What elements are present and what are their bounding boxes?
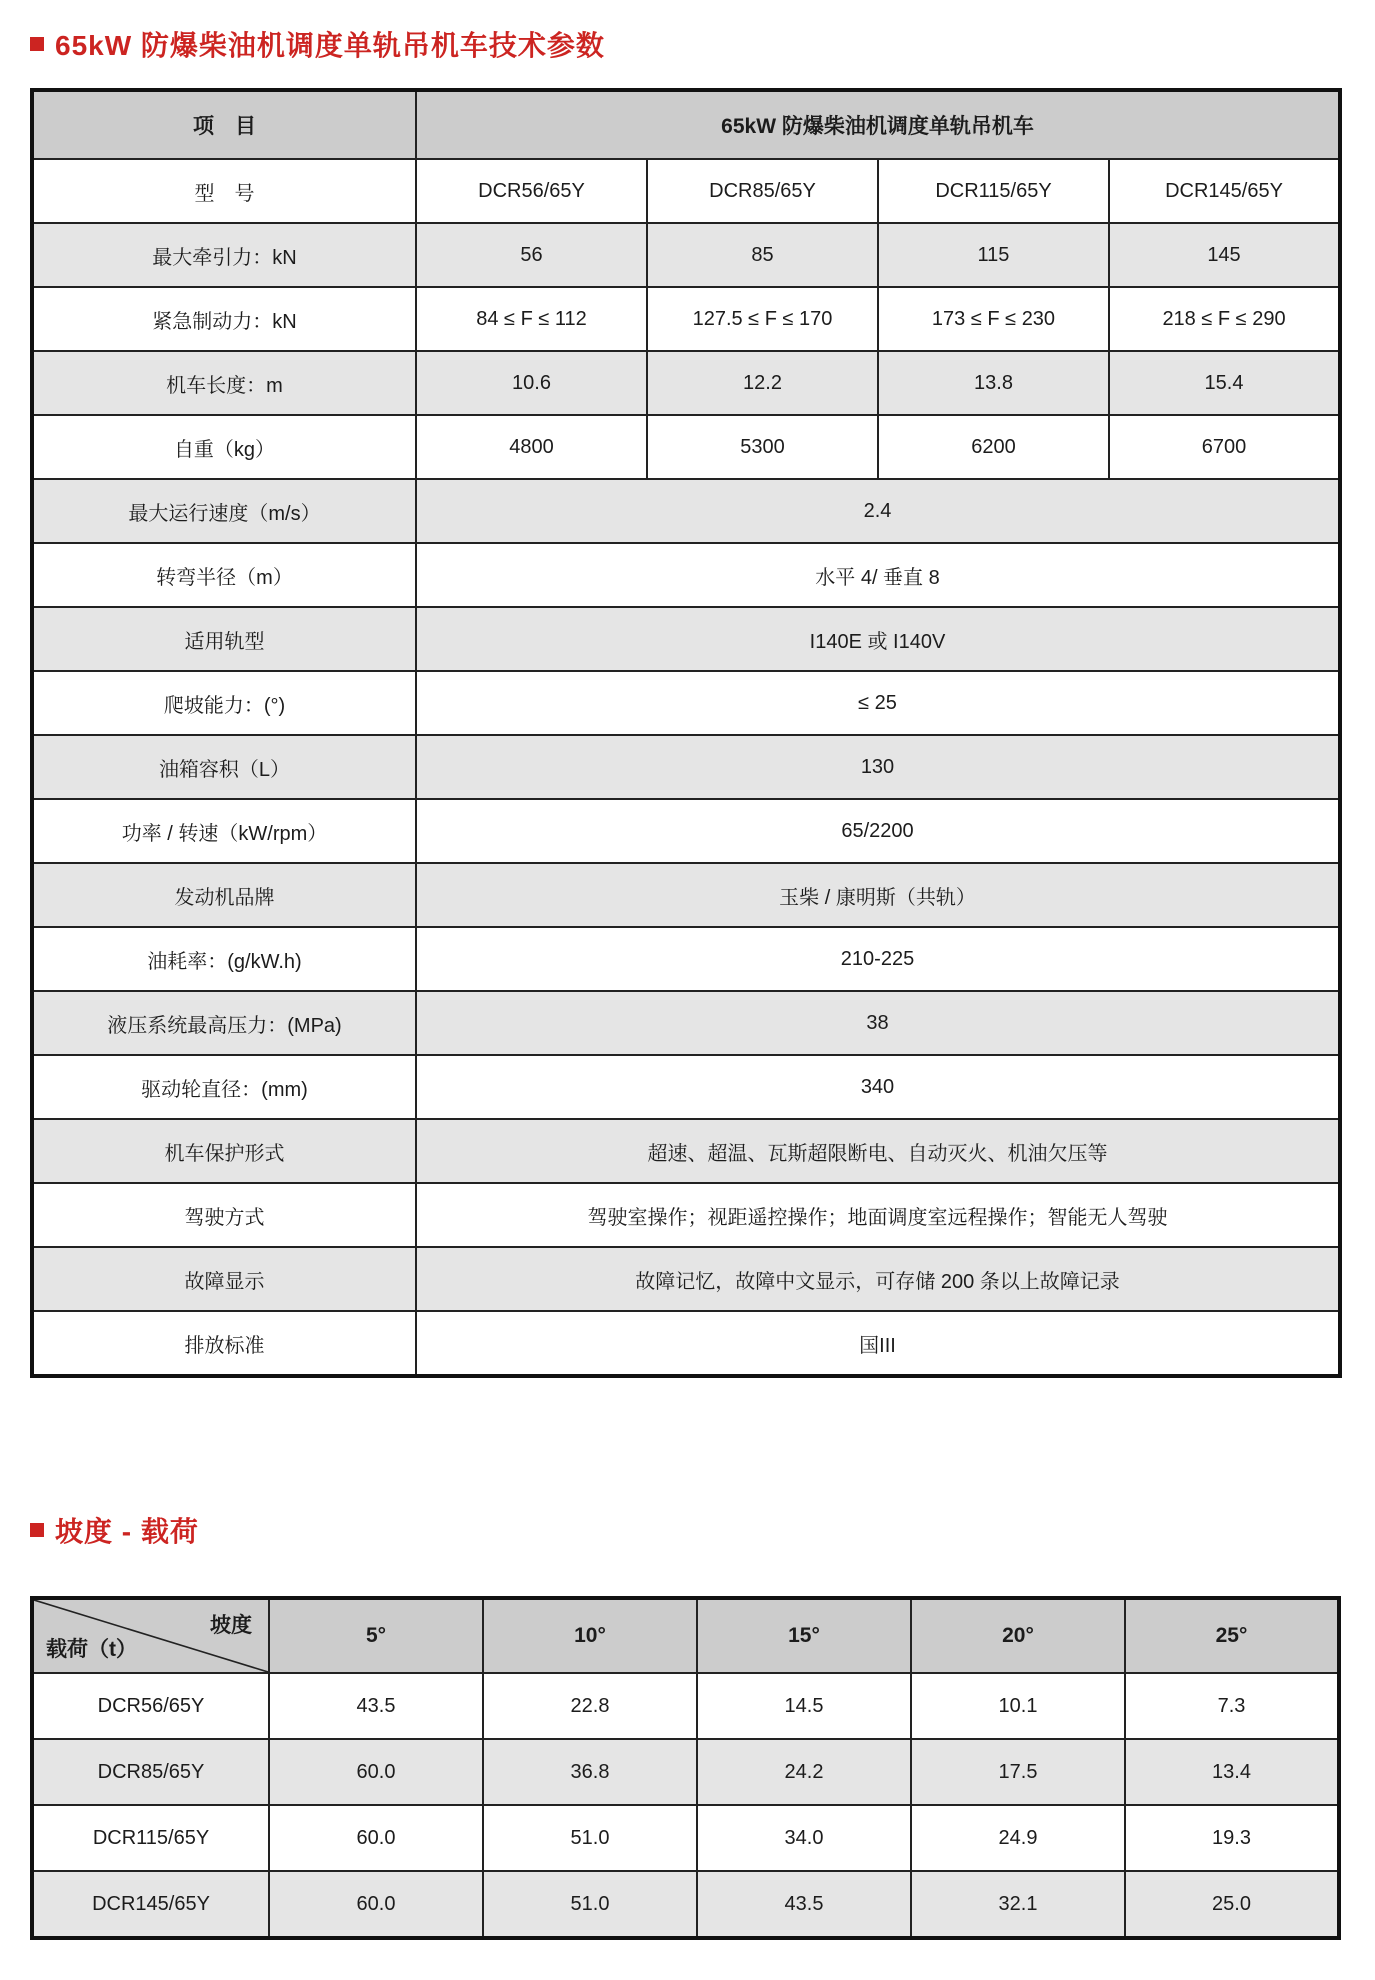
cell-value: 14.5 <box>697 1673 911 1739</box>
load-header-row <box>32 1598 1339 1673</box>
load-row-dcr145 <box>32 1871 1339 1938</box>
load-section-title <box>30 1510 1345 1550</box>
load-corner-cell <box>32 1598 269 1673</box>
spec-row-driving-mode <box>32 1183 1340 1247</box>
load-col-header: 20° <box>911 1598 1125 1673</box>
load-col-header: 15° <box>697 1598 911 1673</box>
spec-section-title-text: 65kW 防爆柴油机调度单轨吊机车技术参数 <box>55 30 605 61</box>
red-square-bullet-icon <box>30 37 44 51</box>
red-square-bullet-icon <box>30 1523 44 1537</box>
cell-value: 340 <box>416 1055 1340 1119</box>
load-section-title-text: 坡度 - 载荷 <box>55 1516 199 1547</box>
row-model: DCR56/65Y <box>32 1673 269 1739</box>
row-label: 爬坡能力：(°) <box>32 671 416 735</box>
cell-value: DCR56/65Y <box>416 159 647 223</box>
corner-slope-label: 坡度 <box>210 1614 252 1637</box>
cell-value: 51.0 <box>483 1871 697 1938</box>
cell-value: 84 ≤ F ≤ 112 <box>416 287 647 351</box>
spec-row-fuel-consumption <box>32 927 1340 991</box>
cell-value: 5300 <box>647 415 878 479</box>
row-label: 排放标准 <box>32 1311 416 1376</box>
spec-row-rail-type <box>32 607 1340 671</box>
cell-value: DCR85/65Y <box>647 159 878 223</box>
cell-value: 15.4 <box>1109 351 1340 415</box>
cell-value: 51.0 <box>483 1805 697 1871</box>
cell-value: ≤ 25 <box>416 671 1340 735</box>
row-model: DCR85/65Y <box>32 1739 269 1805</box>
cell-value: 210-225 <box>416 927 1340 991</box>
cell-value: 玉柴 / 康明斯（共轨） <box>416 863 1340 927</box>
spec-row-emission-standard <box>32 1311 1340 1376</box>
spec-row-power-rpm <box>32 799 1340 863</box>
cell-value: 38 <box>416 991 1340 1055</box>
row-label: 最大运行速度（m/s） <box>32 479 416 543</box>
cell-value: 130 <box>416 735 1340 799</box>
cell-value: 7.3 <box>1125 1673 1339 1739</box>
cell-value: DCR145/65Y <box>1109 159 1340 223</box>
cell-value: 6700 <box>1109 415 1340 479</box>
cell-value: 43.5 <box>697 1871 911 1938</box>
row-label: 驱动轮直径：(mm) <box>32 1055 416 1119</box>
cell-value: 22.8 <box>483 1673 697 1739</box>
spec-header-product-cell: 65kW 防爆柴油机调度单轨吊机车 <box>416 90 1340 159</box>
row-label: 最大牵引力：kN <box>32 223 416 287</box>
cell-value: 34.0 <box>697 1805 911 1871</box>
cell-value: 25.0 <box>1125 1871 1339 1938</box>
spec-section-title <box>30 24 1345 64</box>
spec-row-weight <box>32 415 1340 479</box>
row-label: 发动机品牌 <box>32 863 416 927</box>
cell-value: 17.5 <box>911 1739 1125 1805</box>
cell-value: 10.6 <box>416 351 647 415</box>
row-model: DCR115/65Y <box>32 1805 269 1871</box>
spec-row-engine-brand <box>32 863 1340 927</box>
cell-value: 36.8 <box>483 1739 697 1805</box>
cell-value: 56 <box>416 223 647 287</box>
spec-row-drive-wheel <box>32 1055 1340 1119</box>
load-row-dcr115 <box>32 1805 1339 1871</box>
cell-value: DCR115/65Y <box>878 159 1109 223</box>
spec-row-turn-radius <box>32 543 1340 607</box>
cell-value: 19.3 <box>1125 1805 1339 1871</box>
row-label: 转弯半径（m） <box>32 543 416 607</box>
cell-value: 4800 <box>416 415 647 479</box>
load-row-dcr56 <box>32 1673 1339 1739</box>
row-label: 功率 / 转速（kW/rpm） <box>32 799 416 863</box>
row-label: 驾驶方式 <box>32 1183 416 1247</box>
spec-row-protection <box>32 1119 1340 1183</box>
spec-header-row <box>32 90 1340 159</box>
spec-row-emergency-brake <box>32 287 1340 351</box>
load-col-header: 10° <box>483 1598 697 1673</box>
spec-row-max-traction <box>32 223 1340 287</box>
cell-value: 超速、超温、瓦斯超限断电、自动灭火、机油欠压等 <box>416 1119 1340 1183</box>
cell-value: 218 ≤ F ≤ 290 <box>1109 287 1340 351</box>
cell-value: 43.5 <box>269 1673 483 1739</box>
row-label: 液压系统最高压力：(MPa) <box>32 991 416 1055</box>
cell-value: 145 <box>1109 223 1340 287</box>
corner-load-label: 载荷（t） <box>46 1638 137 1661</box>
cell-value: 2.4 <box>416 479 1340 543</box>
cell-value: 60.0 <box>269 1739 483 1805</box>
cell-value: 12.2 <box>647 351 878 415</box>
cell-value: 24.2 <box>697 1739 911 1805</box>
cell-value: 173 ≤ F ≤ 230 <box>878 287 1109 351</box>
row-label: 型 号 <box>32 159 416 223</box>
cell-value: 故障记忆，故障中文显示，可存储 200 条以上故障记录 <box>416 1247 1340 1311</box>
row-model: DCR145/65Y <box>32 1871 269 1938</box>
cell-value: 32.1 <box>911 1871 1125 1938</box>
row-label: 机车长度：m <box>32 351 416 415</box>
cell-value: 115 <box>878 223 1109 287</box>
row-label: 机车保护形式 <box>32 1119 416 1183</box>
row-label: 油耗率：(g/kW.h) <box>32 927 416 991</box>
load-table <box>30 1596 1341 1940</box>
spec-row-climb-ability <box>32 671 1340 735</box>
cell-value: 127.5 ≤ F ≤ 170 <box>647 287 878 351</box>
spec-table <box>30 88 1342 1378</box>
spec-row-fuel-tank <box>32 735 1340 799</box>
spec-header-item-cell: 项 目 <box>32 90 416 159</box>
spec-row-hydraulic-pressure <box>32 991 1340 1055</box>
spec-row-model <box>32 159 1340 223</box>
cell-value: 13.4 <box>1125 1739 1339 1805</box>
cell-value: 24.9 <box>911 1805 1125 1871</box>
load-row-dcr85 <box>32 1739 1339 1805</box>
cell-value: 60.0 <box>269 1871 483 1938</box>
cell-value: I140E 或 I140V <box>416 607 1340 671</box>
load-col-header: 25° <box>1125 1598 1339 1673</box>
cell-value: 国III <box>416 1311 1340 1376</box>
row-label: 自重（kg） <box>32 415 416 479</box>
cell-value: 60.0 <box>269 1805 483 1871</box>
cell-value: 驾驶室操作；视距遥控操作；地面调度室远程操作；智能无人驾驶 <box>416 1183 1340 1247</box>
cell-value: 10.1 <box>911 1673 1125 1739</box>
cell-value: 85 <box>647 223 878 287</box>
spec-row-max-speed <box>32 479 1340 543</box>
row-label: 油箱容积（L） <box>32 735 416 799</box>
cell-value: 13.8 <box>878 351 1109 415</box>
row-label: 紧急制动力：kN <box>32 287 416 351</box>
cell-value: 水平 4/ 垂直 8 <box>416 543 1340 607</box>
spec-row-length <box>32 351 1340 415</box>
row-label: 适用轨型 <box>32 607 416 671</box>
cell-value: 6200 <box>878 415 1109 479</box>
spec-row-fault-display <box>32 1247 1340 1311</box>
row-label: 故障显示 <box>32 1247 416 1311</box>
load-col-header: 5° <box>269 1598 483 1673</box>
cell-value: 65/2200 <box>416 799 1340 863</box>
